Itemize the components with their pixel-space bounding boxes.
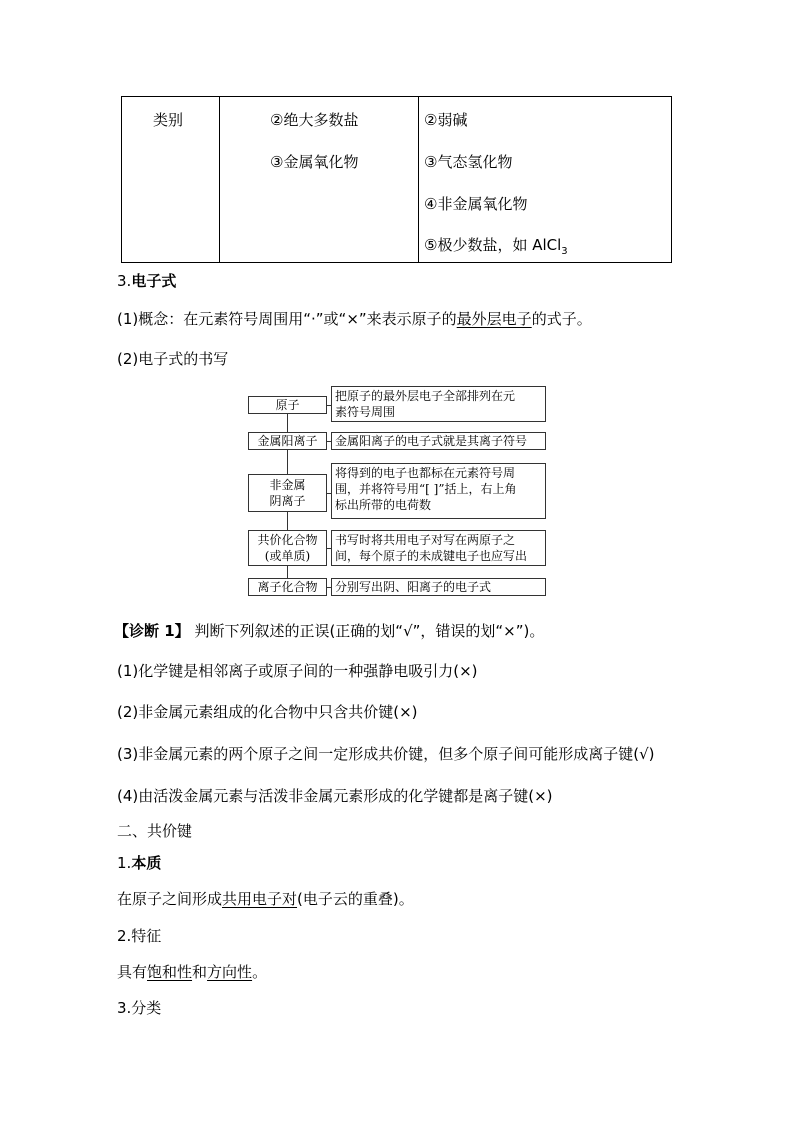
table-cell: ③金属氧化物: [270, 153, 359, 171]
diagnosis-item: (4)由活泼金属元素与活泼非金属元素形成的化学键都是离子键(×): [117, 787, 553, 805]
flow-node-metal-cation: 金属阳离子: [248, 432, 327, 450]
table-row-label: 类别: [153, 111, 184, 129]
table-cell: ⑤极少数盐，如 AlCl$_3$: [424, 236, 568, 257]
features-paragraph: 具有饱和性和方向性。: [117, 963, 268, 981]
flow-desc-nonmetal-anion: 将得到的电子也都标在元素符号周 围，并将符号用“[ ]”括上，右上角 标出所带的电荷数: [331, 463, 546, 519]
flow-node-nonmetal-anion: 非金属 阴离子: [248, 474, 327, 512]
table-cell: ②绝大多数盐: [270, 111, 359, 129]
flow-node-covalent-compound: 共价化合物 (或单质): [248, 530, 327, 566]
diagnosis-item: (1)化学键是相邻离子或原子间的一种强静电吸引力(×): [117, 662, 478, 680]
table-cell: ④非金属氧化物: [424, 195, 528, 213]
flow-desc-covalent-compound: 书写时将共用电子对写在两原子之 间，每个原子的未成键电子也应写出: [331, 530, 546, 566]
flow-desc-metal-cation: 金属阳离子的电子式就是其离子符号: [331, 432, 546, 450]
diagnosis-item: (3)非金属元素的两个原子之间一定形成共价键，但多个原子间可能形成离子键(√): [117, 745, 655, 763]
subheading-features: 2.特征: [117, 927, 162, 945]
flow-node-atom: 原子: [248, 396, 327, 414]
flow-desc-ionic-compound: 分别写出阴、阳离子的电子式: [331, 578, 546, 596]
diagnosis-item: (2)非金属元素组成的化合物中只含共价键(×): [117, 703, 418, 721]
writing-subheading: (2)电子式的书写: [117, 350, 229, 368]
essence-paragraph: 在原子之间形成共用电子对(电子云的重叠)。: [117, 890, 414, 908]
flow-desc-atom: 把原子的最外层电子全部排列在元 素符号周围: [331, 386, 546, 422]
concept-paragraph: (1)概念：在元素符号周围用“·”或“×”来表示原子的最外层电子的式子。: [117, 310, 592, 328]
table-divider: [418, 97, 419, 262]
table-divider: [219, 97, 220, 262]
subheading-essence: 1.本质: [117, 854, 162, 872]
table-cell: ③气态氢化物: [424, 153, 513, 171]
subheading-classification: 3.分类: [117, 999, 162, 1017]
section-title: 二、共价键: [117, 822, 193, 840]
flow-node-ionic-compound: 离子化合物: [248, 578, 327, 596]
section-heading: 3.电子式: [117, 272, 177, 290]
classification-table: [121, 96, 672, 263]
diagnosis-intro: 【诊断 1】 判断下列叙述的正误(正确的划“√”，错误的划“×”)。: [114, 622, 545, 640]
electron-formula-flowchart: [248, 386, 548, 600]
table-cell: ②弱碱: [424, 111, 468, 129]
